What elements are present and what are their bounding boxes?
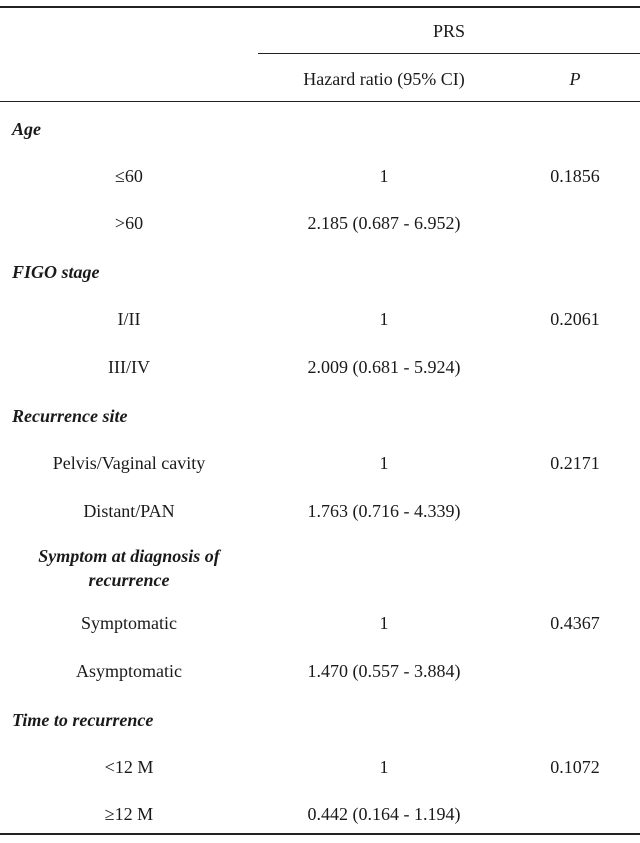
row-label: Pelvis/Vaginal cavity (52, 453, 206, 473)
prs-group-header: PRS (432, 21, 466, 41)
group-label-time-to-recurrence: Time to recurrence (12, 710, 154, 730)
hazard-ratio-cell: 1.470 (0.557 - 3.884) (307, 661, 461, 681)
hazard-ratio-cell: 2.185 (0.687 - 6.952) (307, 213, 461, 233)
p-value-cell: 0.1072 (550, 757, 600, 777)
row-label: ≥12 M (104, 804, 154, 824)
table-top-rule (0, 6, 640, 8)
row-label: I/II (117, 309, 141, 329)
header-bottom-rule (0, 101, 640, 102)
row-label: >60 (114, 213, 144, 233)
row-label: ≤60 (115, 166, 143, 186)
hazard-ratio-cell: 1 (379, 613, 389, 633)
hazard-ratio-cell: 1 (379, 309, 389, 329)
row-label: <12 M (104, 757, 154, 777)
row-label: Asymptomatic (76, 661, 182, 681)
row-label: Distant/PAN (83, 501, 175, 521)
p-value-cell: 0.4367 (550, 613, 600, 633)
p-value-column-header: P (569, 69, 581, 89)
p-value-cell: 0.1856 (550, 166, 600, 186)
group-header-rule (258, 53, 640, 54)
hazard-ratio-cell: 0.442 (0.164 - 1.194) (307, 804, 461, 824)
hazard-ratio-cell: 1 (379, 166, 389, 186)
row-label: III/IV (108, 357, 150, 377)
group-label-age: Age (12, 119, 41, 139)
hazard-ratio-cell: 1 (379, 453, 389, 473)
table-bottom-rule (0, 833, 640, 835)
p-value-cell: 0.2061 (550, 309, 600, 329)
row-label: Symptomatic (81, 613, 177, 633)
hazard-ratio-column-header: Hazard ratio (95% CI) (303, 69, 465, 89)
hazard-ratio-cell: 1.763 (0.716 - 4.339) (307, 501, 461, 521)
hazard-ratio-cell: 1 (379, 757, 389, 777)
p-value-cell: 0.2171 (550, 453, 600, 473)
group-label-recurrence-site: Recurrence site (12, 406, 128, 426)
group-label-symptom-at-diagnosis: Symptom at diagnosis of recurrence (38, 546, 220, 590)
group-label-figo-stage: FIGO stage (12, 262, 100, 282)
hazard-ratio-cell: 2.009 (0.681 - 5.924) (307, 357, 461, 377)
